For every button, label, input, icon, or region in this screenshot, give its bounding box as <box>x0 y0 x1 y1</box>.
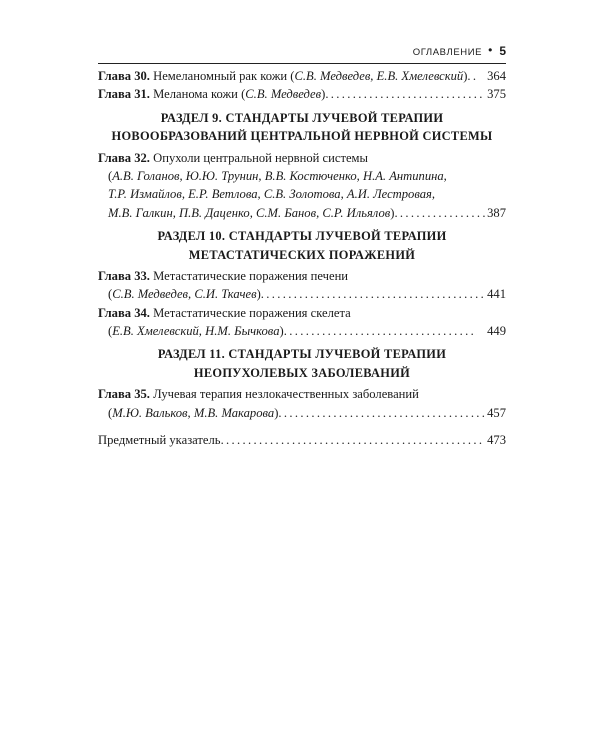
entry-text <box>108 204 394 222</box>
toc-entry-ch33-title[interactable] <box>98 267 506 285</box>
chapter-label: Глава 32. <box>98 150 150 165</box>
section-heading-10-line1: РАЗДЕЛ 10. СТАНДАРТЫ ЛУЧЕВОЙ ТЕРАПИИ <box>157 229 447 244</box>
leader-dots <box>467 67 477 85</box>
entry-text <box>108 322 284 340</box>
open-paren: ( <box>108 168 113 183</box>
chapter-authors: М.Ю. Вальков, М.В. Макарова <box>112 405 275 420</box>
toc-entry-ch32-authors-3[interactable] <box>98 204 506 222</box>
bullet-icon: • <box>488 43 493 57</box>
close-paren: ) <box>390 205 395 220</box>
section-heading-11-line2: НЕОПУХОЛЕВЫХ ЗАБОЛЕВАНИЙ <box>193 365 411 380</box>
section-heading-9-line2: НОВООБРАЗОВАНИЙ ЦЕНТРАЛЬНОЙ НЕРВНОЙ СИСТЕМЫ <box>111 129 493 144</box>
leader-dots <box>221 431 486 449</box>
page-ref: 387 <box>487 205 506 220</box>
toc-entry-ch32-authors-2 <box>98 185 506 203</box>
close-paren: ) <box>321 87 326 102</box>
leader-dots <box>278 404 485 422</box>
close-paren: ) <box>463 69 468 83</box>
page-ref: 473 <box>487 433 506 448</box>
toc-entry-ch35-title[interactable] <box>98 385 506 403</box>
open-paren: ( <box>108 287 113 302</box>
chapter-label: Глава 30. <box>98 69 150 83</box>
close-paren: ) <box>279 324 284 339</box>
running-header-title: ОГЛАВЛЕНИЕ <box>412 47 483 58</box>
page-ref: 375 <box>487 87 506 102</box>
chapter-title: Метастатические поражения скелета <box>153 305 351 320</box>
chapter-authors: Т.Р. Измайлов, Е.Р. Ветлова, С.В. Золотова, А.И. Лестровая, <box>108 187 436 202</box>
chapter-title: Метастатические поражения печени <box>153 268 349 283</box>
toc-entry-ch35-authors[interactable] <box>98 404 506 422</box>
chapter-authors: Е.В. Хмелевский, Н.М. Бычкова <box>112 324 280 339</box>
section-heading-10-line2: МЕТАСТАТИЧЕСКИХ ПОРАЖЕНИЙ <box>188 247 416 262</box>
chapter-title: Лучевая терапия незлокачественных заболеваний <box>153 387 419 402</box>
entry-text <box>108 285 261 303</box>
chapter-authors: С.В. Медведев <box>245 87 322 102</box>
chapter-authors: С.В. Медведев, Е.В. Хмелевский <box>294 69 464 83</box>
close-paren: ) <box>256 287 261 302</box>
page-number: 5 <box>499 44 506 58</box>
spacer <box>98 422 506 431</box>
leader-dots <box>284 322 477 340</box>
toc-entry-ch34-authors[interactable] <box>98 322 506 340</box>
chapter-title: Немеланомный рак кожи ( <box>153 69 295 83</box>
toc-entry-index[interactable] <box>98 431 506 449</box>
toc-entry-ch32-authors-1 <box>98 167 506 185</box>
toc-entry-ch33-authors[interactable] <box>98 285 506 303</box>
close-paren: ) <box>274 405 279 420</box>
leader-dots <box>325 85 485 103</box>
open-paren: ( <box>108 405 113 420</box>
chapter-authors: М.В. Галкин, П.В. Даценко, С.М. Банов, С.Р. Ильялов <box>108 205 391 220</box>
leader-dots <box>394 204 485 222</box>
open-paren: ( <box>108 324 113 339</box>
chapter-label: Глава 31. <box>98 87 150 102</box>
chapter-title: Меланома кожи ( <box>153 87 246 102</box>
page-ref: 449 <box>487 324 506 339</box>
running-header <box>98 44 506 58</box>
toc-content <box>98 67 506 449</box>
index-title: Предметный указатель <box>98 433 221 448</box>
chapter-authors: С.В. Медведев, С.И. Ткачев <box>112 287 257 302</box>
toc-entry-ch32-title[interactable] <box>98 149 506 167</box>
toc-entry-ch31[interactable] <box>98 85 506 103</box>
toc-entry-ch34-title[interactable] <box>98 304 506 322</box>
page-ref: 441 <box>487 287 506 302</box>
page-ref: 457 <box>487 405 506 420</box>
header-rule <box>98 63 506 64</box>
entry-text <box>108 404 278 422</box>
chapter-authors: А.В. Голанов, Ю.Ю. Трунин, В.В. Костюченко, Н.А. Антипина, <box>112 168 447 183</box>
section-heading-11-line1: РАЗДЕЛ 11. СТАНДАРТЫ ЛУЧЕВОЙ ТЕРАПИИ <box>157 347 447 362</box>
section-heading-9-line1: РАЗДЕЛ 9. СТАНДАРТЫ ЛУЧЕВОЙ ТЕРАПИИ <box>160 110 444 125</box>
page-ref: 364 <box>487 69 506 83</box>
chapter-label: Глава 34. <box>98 305 150 320</box>
leader-dots <box>261 285 485 303</box>
chapter-label: Глава 35. <box>98 387 150 402</box>
entry-text <box>98 67 467 85</box>
chapter-title: Опухоли центральной нервной системы <box>153 150 368 165</box>
toc-entry-ch30[interactable] <box>98 67 506 85</box>
entry-text <box>98 85 325 103</box>
chapter-label: Глава 33. <box>98 268 150 283</box>
